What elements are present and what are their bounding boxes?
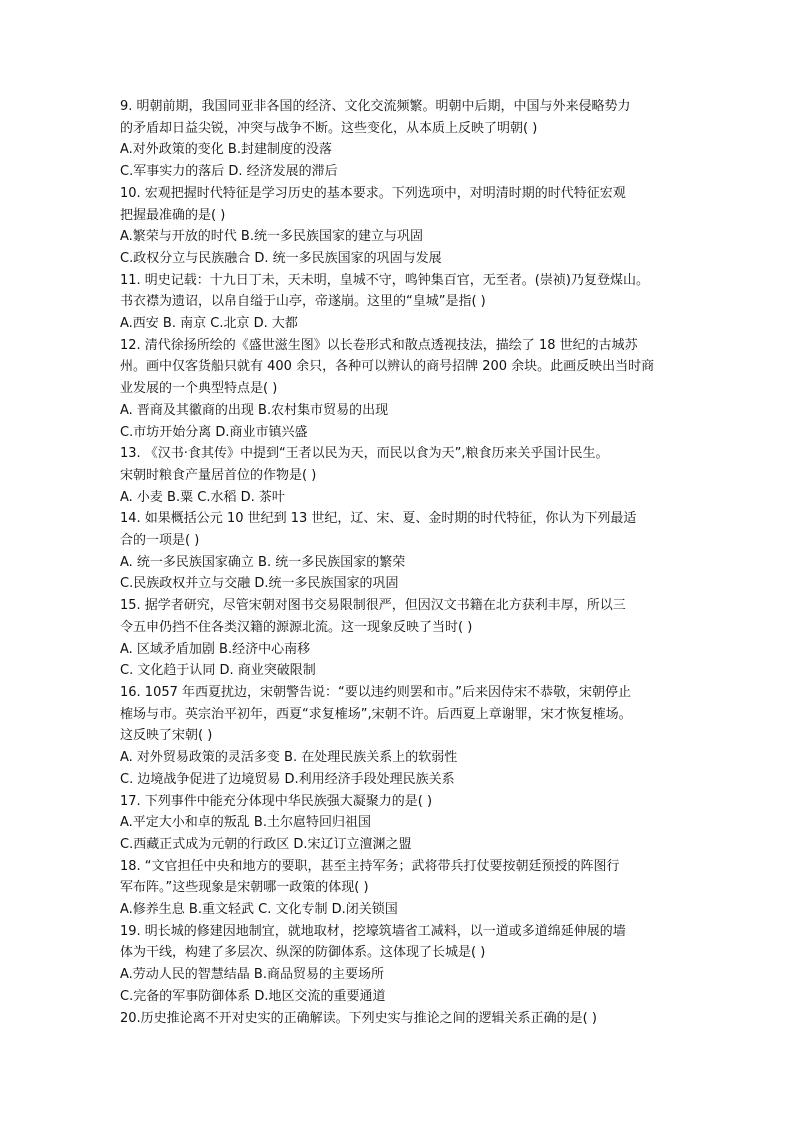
question-stem-line: 这反映了宋朝( ) xyxy=(120,728,213,744)
question-block xyxy=(120,682,680,791)
answer-options-line: C.军事实力的落后 D. 经济发展的滞后 xyxy=(120,164,338,180)
answer-options-line: C.完备的军事防御体系 D.地区交流的重要通道 xyxy=(120,988,386,1004)
answer-options-line: C. 文化趋于认同 D. 商业突破限制 xyxy=(120,663,316,679)
question-block xyxy=(120,921,680,1008)
question-stem-line: 10. 宏观把握时代特征是学习历史的基本要求。下列选项中，对明清时期的时代特征宏观 xyxy=(120,185,626,201)
question-stem-line: 15. 据学者研究，尽管宋朝对图书交易限制很严，但因汉文书籍在北方获利丰厚，所以三 xyxy=(120,598,626,614)
answer-options-line: A.平定大小和卓的叛乱 B.土尔扈特回归祖国 xyxy=(120,815,371,831)
answer-options-line: A. 区域矛盾加剧 B.经济中心南移 xyxy=(120,641,311,657)
answer-options-line: A. 小麦 B.粟 C.水稻 D. 茶叶 xyxy=(120,489,285,505)
answer-options-line: A.对外政策的变化 B.封建制度的没落 xyxy=(120,142,332,158)
question-block xyxy=(120,270,680,335)
question-stem-line: 令五申仍挡不住各类汉籍的源源北流。这一现象反映了当时( ) xyxy=(120,619,473,635)
question-block xyxy=(120,595,680,682)
question-stem-line: 军布阵。”这些现象是宋朝哪一政策的体现( ) xyxy=(120,880,369,896)
question-stem-line: 12. 清代徐扬所绘的《盛世滋生图》以长卷形式和散点透视技法，描绘了 18 世纪的古城苏 xyxy=(120,337,638,353)
answer-options-line: A. 对外贸易政策的灵活多变 B. 在处理民族关系上的软弱性 xyxy=(120,750,458,766)
question-block xyxy=(120,508,680,595)
question-block xyxy=(120,183,680,270)
question-block xyxy=(120,443,680,508)
answer-options-line: A. 晋商及其徽商的出现 B.农村集市贸易的出现 xyxy=(120,402,389,418)
question-stem-line: 20.历史推论离不开对史实的正确解读。下列史实与推论之间的逻辑关系正确的是( ) xyxy=(120,1010,597,1026)
question-stem-line: 合的一项是( ) xyxy=(120,533,200,549)
question-stem-line: 体为干线，构建了多层次、纵深的防御体系。这体现了长城是( ) xyxy=(120,945,486,961)
answer-options-line: A. 统一多民族国家确立 B. 统一多民族国家的繁荣 xyxy=(120,554,406,570)
answer-options-line: A.修养生息 B.重文轻武 C. 文化专制 D.闭关锁国 xyxy=(120,902,398,918)
question-stem-line: 19. 明长城的修建因地制宜，就地取材，挖壕筑墙省工减料，以一道或多道绵延伸展的墙 xyxy=(120,923,626,939)
question-block xyxy=(120,791,680,856)
exam-page xyxy=(120,96,680,1029)
question-block xyxy=(120,856,680,921)
answer-options-line: A.西安 B. 南京 C.北京 D. 大都 xyxy=(120,316,298,332)
question-stem-line: 16. 1057 年西夏扰边，宋朝警告说：“要以违约则罢和市。”后来因侍宋不恭敬，宋朝停止 xyxy=(120,684,631,700)
question-stem-line: 17. 下列事件中能充分体现中华民族强大凝聚力的是( ) xyxy=(120,793,433,809)
answer-options-line: C.西藏正式成为元朝的行政区 D.宋辽订立澶渊之盟 xyxy=(120,836,412,852)
question-stem-line: 13. 《汉书·食其传》中提到“王者以民为天，而民以食为天”,粮食历来关乎国计民生。 xyxy=(120,446,609,462)
question-block xyxy=(120,335,680,444)
answer-options-line: C. 边境战争促进了边境贸易 D.利用经济手段处理民族关系 xyxy=(120,771,455,787)
question-stem-line: 州。画中仅客货船只就有 400 余只，各种可以辨认的商号招牌 200 余块。此画反映出当时商 xyxy=(120,359,655,375)
answer-options-line: C.市坊开始分离 D.商业市镇兴盛 xyxy=(120,424,308,440)
answer-options-line: A.繁荣与开放的时代 B.统一多民族国家的建立与巩固 xyxy=(120,229,423,245)
answer-options-line: C.政权分立与民族融合 D. 统一多民族国家的巩固与发展 xyxy=(120,250,442,266)
question-stem-line: 业发展的一个典型特点是( ) xyxy=(120,381,278,397)
question-block xyxy=(120,1008,680,1030)
question-stem-line: 的矛盾却日益尖锐，冲突与战争不断。这些变化，从本质上反映了明朝( ) xyxy=(120,120,538,136)
question-stem-line: 榷场与市。英宗治平初年，西夏“求复榷场”,宋朝不许。后西夏上章谢罪，宋才恢复榷场。 xyxy=(120,706,632,722)
answer-options-line: A.劳动人民的智慧结晶 B.商品贸易的主要场所 xyxy=(120,967,384,983)
question-stem-line: 宋朝时粮食产量居首位的作物是( ) xyxy=(120,467,317,483)
question-stem-line: 把握最准确的是( ) xyxy=(120,207,226,223)
question-stem-line: 18. “文官担任中央和地方的要职，甚至主持军务；武将带兵打仗要按朝廷预授的阵图行 xyxy=(120,858,620,874)
question-block xyxy=(120,96,680,183)
question-stem-line: 11. 明史记载：十九日丁未，天未明，皇城不守，鸣钟集百官，无至者。(崇祯)乃复登煤山。 xyxy=(120,272,649,288)
question-stem-line: 9. 明朝前期，我国同亚非各国的经济、文化交流频繁。明朝中后期，中国与外来侵略势力 xyxy=(120,99,631,114)
answer-options-line: C.民族政权并立与交融 D.统一多民族国家的巩固 xyxy=(120,576,399,592)
question-stem-line: 书衣襟为遗诏，以帛自缢于山亭，帝遂崩。这里的“皇城”是指( ) xyxy=(120,294,486,310)
question-stem-line: 14. 如果概括公元 10 世纪到 13 世纪，辽、宋、夏、金时期的时代特征，你认为下列最适 xyxy=(120,511,637,527)
